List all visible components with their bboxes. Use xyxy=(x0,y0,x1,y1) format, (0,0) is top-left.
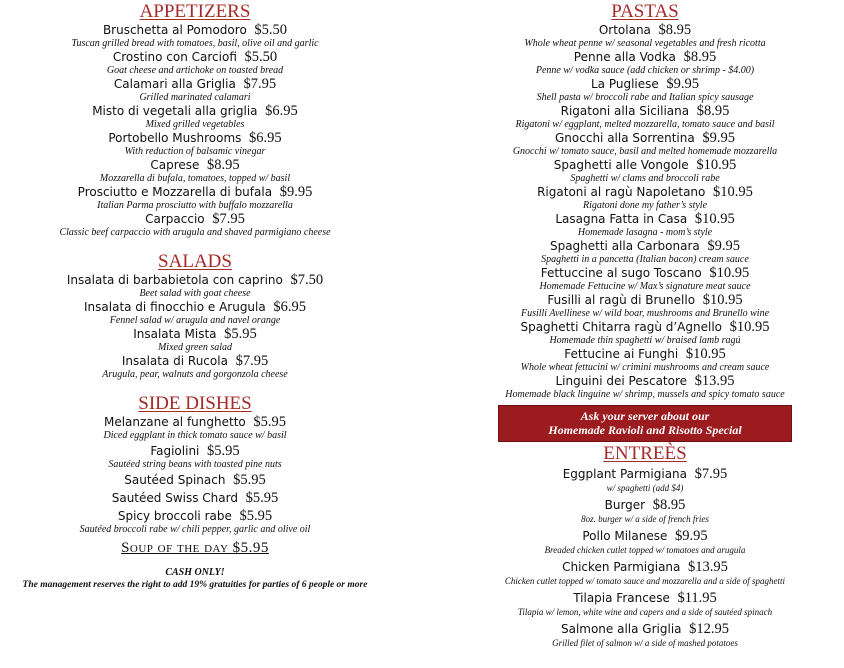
item-price: $9.95 xyxy=(707,238,741,254)
item-name: Bruschetta al Pomodoro xyxy=(102,23,247,37)
menu-item xyxy=(0,273,390,300)
item-name: Crostino con Carciofi xyxy=(112,50,237,64)
pastas-heading: PASTAS xyxy=(611,1,679,22)
item-price: $7.95 xyxy=(243,76,277,92)
menu-item xyxy=(0,77,390,104)
item-description: Beet salad with goat cheese xyxy=(139,288,251,299)
menu-item xyxy=(0,354,390,381)
item-name: Chicken Parmigiana xyxy=(562,560,681,574)
item-description: Spaghetti in a pancetta (Italian bacon) cream sauce xyxy=(541,254,749,265)
item-price: $5.50 xyxy=(244,49,278,65)
menu-item xyxy=(494,185,796,212)
item-description: Italian Parma prosciutto with buffalo mozzarella xyxy=(97,200,293,211)
item-description: Arugula, pear, walnuts and gorgonzola cheese xyxy=(102,369,288,380)
item-price: $7.50 xyxy=(290,272,324,288)
item-name: Lasagna Fatta in Casa xyxy=(555,212,688,226)
menu-item xyxy=(0,473,390,488)
side-dishes-list xyxy=(0,415,390,536)
item-price: $10.95 xyxy=(709,265,750,281)
item-name: Spaghetti alla Carbonara xyxy=(549,239,700,253)
item-price: $10.95 xyxy=(702,292,743,308)
menu-item xyxy=(0,23,390,50)
item-price: $10.95 xyxy=(685,346,726,362)
item-description: Fusilli Avellinese w/ wild boar, mushrooms and Brunello wine xyxy=(520,308,770,319)
item-description: Mixed green salad xyxy=(157,342,233,353)
item-description: With reduction of balsamic vinegar xyxy=(124,146,266,157)
item-name: Insalata di Rucola xyxy=(121,354,228,368)
menu-item xyxy=(494,23,796,50)
salads-heading: SALADS xyxy=(158,251,232,272)
item-description: Homemade black linguine w/ shrimp, mussels and spicy tomato sauce xyxy=(505,389,785,400)
item-description: Chicken cutlet topped w/ tomato sauce and mozzarella and a side of spaghetti xyxy=(504,576,786,586)
menu-item xyxy=(494,266,796,293)
item-name: Fagiolini xyxy=(150,444,200,458)
item-price: $12.95 xyxy=(689,621,730,637)
menu-item xyxy=(494,104,796,131)
item-description: Whole wheat fettucini w/ crimini mushrooms and cream sauce xyxy=(520,362,770,373)
menu-item xyxy=(0,104,390,131)
menu-item xyxy=(494,77,796,104)
menu-item xyxy=(494,560,796,587)
menu-item xyxy=(0,131,390,158)
item-name: Spaghetti Chitarra ragù d’Agnello xyxy=(520,320,723,334)
item-description: w/ spaghetti (add $4) xyxy=(606,483,684,493)
item-price: $10.95 xyxy=(696,157,737,173)
item-price: $11.95 xyxy=(677,590,717,606)
item-name: Ortolana xyxy=(598,23,651,37)
menu-item xyxy=(494,622,796,649)
item-description: Fennel salad w/ arugula and navel orange xyxy=(109,315,281,326)
menu-item xyxy=(0,327,390,354)
item-description: 8oz. burger w/ a side of french fries xyxy=(581,514,709,524)
item-name: Linguini dei Pescatore xyxy=(555,374,688,388)
item-price: $7.95 xyxy=(235,353,269,369)
menu-item xyxy=(494,239,796,266)
salads-list xyxy=(0,273,390,381)
item-description: Goat cheese and artichoke on toasted bread xyxy=(106,65,284,76)
item-description: Mixed grilled vegetables xyxy=(145,119,245,130)
appetizers-heading: APPETIZERS xyxy=(139,1,251,22)
menu-item xyxy=(0,50,390,77)
item-description: Homemade Fettucine w/ Max’s signature meat sauce xyxy=(539,281,751,292)
menu-item xyxy=(0,509,390,536)
item-price: $13.95 xyxy=(688,559,728,575)
item-name: Carpaccio xyxy=(145,212,205,226)
item-description: Spaghetti w/ clams and broccoli rabe xyxy=(570,173,720,184)
side-dishes-heading: SIDE DISHES xyxy=(138,393,252,414)
menu-item xyxy=(0,444,390,471)
item-price: $6.95 xyxy=(273,299,306,315)
menu-item xyxy=(494,591,796,618)
item-price: $10.95 xyxy=(713,184,753,200)
item-description: Sautéed string beans with toasted pine nuts xyxy=(108,459,282,470)
item-description: Grilled filet of salmon w/ a side of mashed potatoes xyxy=(552,638,738,648)
item-name: Insalata Mista xyxy=(133,327,217,341)
item-price: $5.95 xyxy=(253,414,287,430)
item-name: Sautéed Swiss Chard xyxy=(111,491,238,505)
entrees-list xyxy=(494,467,796,649)
item-description: Breaded chicken cutlet topped w/ tomatoes and arugula xyxy=(544,545,746,555)
left-column xyxy=(0,0,390,591)
item-price: $5.95 xyxy=(233,472,266,488)
pastas-list xyxy=(494,23,796,401)
item-description: Homemade thin spaghetti w/ braised lamb ragú xyxy=(549,335,741,346)
item-name: Burger xyxy=(604,498,646,512)
item-description: Rigatoni done my father’s style xyxy=(582,200,708,211)
item-description: Penne w/ vodka sauce (add chicken or shrimp - $4.00) xyxy=(535,65,755,76)
item-price: $9.95 xyxy=(279,184,313,200)
special-banner xyxy=(498,405,792,442)
item-price: $10.95 xyxy=(694,211,735,227)
item-price: $10.95 xyxy=(729,319,770,335)
menu-item xyxy=(494,374,796,401)
item-price: $5.95 xyxy=(239,508,273,524)
menu-item xyxy=(494,347,796,374)
item-name: Calamari alla Griglia xyxy=(113,77,236,91)
item-name: Insalata di finocchio e Arugula xyxy=(84,300,266,314)
appetizers-list xyxy=(0,23,390,239)
special-line-1: Ask your server about our xyxy=(580,409,710,423)
item-name: Spicy broccoli rabe xyxy=(117,509,232,523)
item-price: $8.95 xyxy=(696,103,730,119)
item-description: Tuscan grilled bread with tomatoes, basil, olive oil and garlic xyxy=(71,38,319,49)
item-price: $9.95 xyxy=(702,130,735,146)
item-description: Grilled marinated calamari xyxy=(139,92,251,103)
menu-item xyxy=(494,467,796,494)
item-price: $8.95 xyxy=(207,157,240,173)
special-line-2: Homemade Ravioli and Risotto Special xyxy=(548,423,742,437)
item-price: $8.95 xyxy=(652,497,686,513)
soup-of-the-day: Soup of the day $5.95 xyxy=(121,540,269,556)
item-name: Fettucine ai Funghi xyxy=(564,347,679,361)
menu-item xyxy=(494,131,796,158)
item-price: $6.95 xyxy=(265,103,298,119)
item-description: Classic beef carpaccio with arugula and shaved parmigiano cheese xyxy=(59,227,331,238)
menu-item xyxy=(0,491,390,506)
item-price: $9.95 xyxy=(675,528,708,544)
item-name: Gnocchi alla Sorrentina xyxy=(555,131,695,145)
item-description: Homemade lasagna - mom’s style xyxy=(577,227,713,238)
entrees-heading: ENTREÈS xyxy=(603,443,687,464)
menu-item xyxy=(494,320,796,347)
item-price: $5.50 xyxy=(254,22,288,38)
item-price: $8.95 xyxy=(683,49,717,65)
item-description: Whole wheat penne w/ seasonal vegetables and fresh ricotta xyxy=(524,38,766,49)
item-price: $7.95 xyxy=(212,211,245,227)
item-name: Pollo Milanese xyxy=(582,529,668,543)
item-name: Tilapia Francese xyxy=(573,591,670,605)
menu-item xyxy=(494,212,796,239)
item-name: La Pugliese xyxy=(590,77,659,91)
item-name: Prosciutto e Mozzarella di bufala xyxy=(77,185,273,199)
item-price: $13.95 xyxy=(694,373,735,389)
menu-item xyxy=(0,415,390,442)
item-name: Sautéed Spinach xyxy=(124,473,226,487)
menu-item xyxy=(494,158,796,185)
item-price: $6.95 xyxy=(249,130,282,146)
menu-item xyxy=(494,293,796,320)
item-name: Caprese xyxy=(150,158,200,172)
item-name: Fusilli al ragù di Brunello xyxy=(547,293,696,307)
right-column xyxy=(494,0,796,649)
gratuity-notice: The management reserves the right to add 19% gratuities for parties of 6 people or more xyxy=(22,580,368,590)
item-name: Melanzane al funghetto xyxy=(103,415,246,429)
item-description: Sautéed broccoli rabe w/ chili pepper, garlic and olive oil xyxy=(79,524,311,535)
item-description: Diced eggplant in thick tomato sauce w/ basil xyxy=(103,430,287,441)
item-price: $5.95 xyxy=(207,443,240,459)
item-name: Rigatoni alla Siciliana xyxy=(560,104,690,118)
item-name: Spaghetti alle Vongole xyxy=(553,158,689,172)
item-name: Insalata di barbabietola con caprino xyxy=(66,273,283,287)
item-description: Tilapia w/ lemon, white wine and capers and a side of sautéed spinach xyxy=(517,607,773,617)
item-price: $7.95 xyxy=(694,466,728,482)
item-name: Penne alla Vodka xyxy=(573,50,676,64)
item-name: Fettuccine al sugo Toscano xyxy=(540,266,702,280)
item-price: $5.95 xyxy=(224,326,257,342)
menu-item xyxy=(494,50,796,77)
item-price: $5.95 xyxy=(245,490,279,506)
item-price: $9.95 xyxy=(666,76,700,92)
item-name: Salmone alla Griglia xyxy=(560,622,682,636)
cash-only-notice: CASH ONLY! xyxy=(165,567,225,578)
menu-item xyxy=(0,300,390,327)
item-description: Rigatoni w/ eggplant, melted mozzarella, tomato sauce and basil xyxy=(515,119,775,130)
menu-item xyxy=(0,185,390,212)
item-name: Portobello Mushrooms xyxy=(108,131,242,145)
menu-item xyxy=(0,158,390,185)
item-price: $8.95 xyxy=(658,22,692,38)
item-name: Rigatoni al ragù Napoletano xyxy=(537,185,706,199)
item-description: Gnocchi w/ tomato sauce, basil and melted homemade mozzarella xyxy=(512,146,778,157)
item-name: Misto di vegetali alla griglia xyxy=(92,104,258,118)
item-description: Mozzarella di bufala, tomatoes, topped w/ basil xyxy=(99,173,291,184)
menu-item xyxy=(494,529,796,556)
item-description: Shell pasta w/ broccoli rabe and Italian spicy sausage xyxy=(536,92,754,103)
menu-item xyxy=(0,212,390,239)
item-name: Eggplant Parmigiana xyxy=(562,467,688,481)
menu-item xyxy=(494,498,796,525)
